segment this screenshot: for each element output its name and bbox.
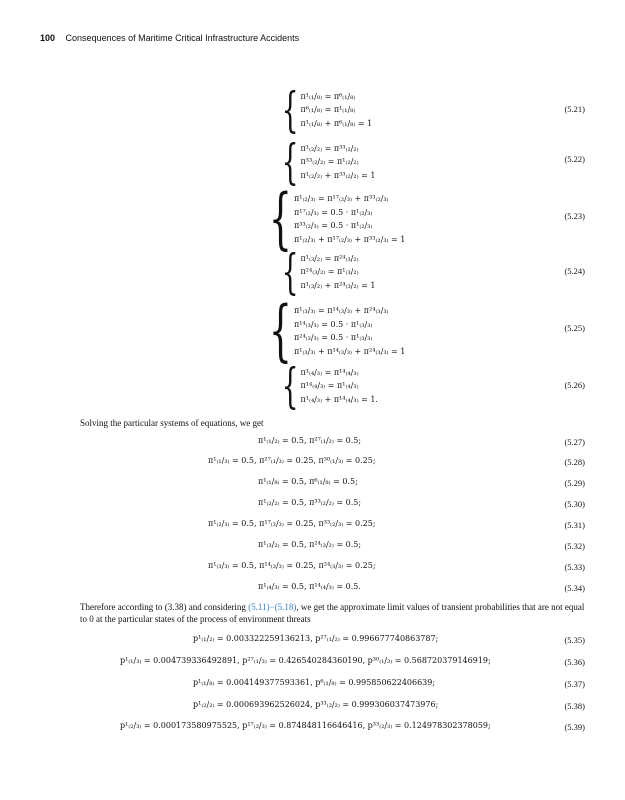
equation-number: (5.24) <box>564 266 585 276</box>
equation-number: (5.35) <box>564 635 585 645</box>
equation-line: π¹₍₁/₈₎ = π⁶₍₁/₈₎ <box>300 91 356 101</box>
equation-system <box>268 358 378 414</box>
equation-line: π¹₍₃/₂₎ = π²⁴₍₃/₂₎ <box>300 253 359 263</box>
equation-number: (5.26) <box>564 380 585 390</box>
probability-line: p¹₍₂/₃₎ = 0.000173580975525, p¹⁷₍₂/₃₎ = 0.874848116646416, p³³₍₂/₃₎ = 0.124978302378059; <box>120 721 491 730</box>
equation-line: π¹₍₄/₃₎ + π¹⁴₍₄/₃₎ = 1. <box>300 394 378 404</box>
equation-range-link[interactable]: (5.11)−(5.18) <box>248 602 297 612</box>
brace-icon: { <box>281 244 299 300</box>
equation-line: π²⁴₍₃/₃₎ = 0.5 · π¹₍₃/₃₎ <box>294 333 373 342</box>
solution-line: π¹₍₃/₂₎ = 0.5, π²⁴₍₃/₂₎ = 0.5; <box>258 540 362 549</box>
equation-line: π¹₍₄/₃₎ = π¹⁴₍₄/₃₎ <box>300 367 359 377</box>
paragraph-text: , we get the approximate limit values of transient probabilities that are not equal to 0 at the particular states of the process of environment threats <box>80 602 585 624</box>
equation-system <box>250 180 406 257</box>
solution-line: π¹₍₁/₃₎ = 0.5, π²⁷₍₁/₃₎ = 0.25, π³⁰₍₁/₃₎ = 0.25; <box>208 456 376 465</box>
brace-icon: { <box>268 180 292 257</box>
equation-line: π³³₍₂/₂₎ = π¹₍₂/₂₎ <box>300 157 359 167</box>
probability-line: p¹₍₁/₈₎ = 0.004149377593361, p⁶₍₁/₈₎ = 0.995850622406639; <box>193 678 436 687</box>
equation-line: π¹₍₁/₈₎ + π⁶₍₁/₈₎ = 1 <box>300 118 373 128</box>
equation-number: (5.33) <box>564 562 585 572</box>
probability-line: p¹₍₁/₃₎ = 0.004739336492891, p²⁷₍₁/₃₎ = 0.426540284360190, p³⁰₍₁/₃₎ = 0.568720379146919; <box>120 656 491 665</box>
equation-system <box>268 82 373 138</box>
equation-number: (5.32) <box>564 541 585 551</box>
therefore-paragraph <box>80 601 585 625</box>
page-number: 100 <box>40 33 56 43</box>
equation-line: π¹⁷₍₂/₃₎ = 0.5 · π¹₍₂/₃₎ <box>294 207 373 217</box>
equation-line: π¹₍₃/₃₎ = π¹⁴₍₃/₃₎ + π²⁴₍₃/₃₎ <box>294 306 389 315</box>
brace-icon: { <box>281 134 299 190</box>
equation-number: (5.21) <box>564 104 585 114</box>
probability-line: p¹₍₂/₂₎ = 0.000693962526024, p³³₍₂/₂₎ = 0.999306037473976; <box>193 700 439 709</box>
equation-line: π¹⁴₍₃/₃₎ = 0.5 · π¹₍₃/₃₎ <box>294 319 373 329</box>
equation-line: π¹₍₂/₃₎ = π¹⁷₍₂/₃₎ + π³³₍₂/₃₎ <box>294 194 389 203</box>
equation-number: (5.38) <box>564 701 585 711</box>
equation-system <box>250 292 406 369</box>
paragraph-text: Therefore according to (3.38) and considering <box>80 602 249 612</box>
equation-number: (5.28) <box>564 457 585 467</box>
running-title: Consequences of Maritime Critical Infrastructure Accidents <box>65 33 300 43</box>
equation-number: (5.25) <box>564 323 585 333</box>
equation-system <box>268 244 376 300</box>
equation-line: π¹₍₂/₃₎ + π¹⁷₍₂/₃₎ + π³³₍₂/₃₎ = 1 <box>294 234 406 244</box>
equation-system <box>268 134 376 190</box>
brace-icon: { <box>268 292 292 369</box>
equation-number: (5.27) <box>564 437 585 447</box>
equation-number: (5.22) <box>564 154 585 164</box>
equation-line: π²⁴₍₃/₂₎ = π¹₍₃/₂₎ <box>300 267 359 277</box>
equation-number: (5.31) <box>564 520 585 530</box>
brace-icon: { <box>281 82 299 138</box>
equation-number: (5.23) <box>564 211 585 221</box>
equation-number: (5.39) <box>564 722 585 732</box>
page-header <box>40 33 299 43</box>
equation-line: π¹⁴₍₄/₃₎ = π¹₍₄/₃₎ <box>300 381 359 391</box>
equation-number: (5.37) <box>564 679 585 689</box>
equation-number: (5.36) <box>564 657 585 667</box>
solution-line: π¹₍₃/₃₎ = 0.5, π¹⁴₍₃/₃₎ = 0.25, π²⁴₍₃/₃₎ = 0.25; <box>208 561 376 570</box>
equation-number: (5.30) <box>564 499 585 509</box>
solution-line: π¹₍₁/₈₎ = 0.5, π⁶₍₁/₈₎ = 0.5; <box>258 477 358 486</box>
solution-line: π¹₍₂/₂₎ = 0.5, π³³₍₂/₂₎ = 0.5; <box>258 498 362 507</box>
solution-line: π¹₍₂/₃₎ = 0.5, π¹⁷₍₂/₃₎ = 0.25, π³³₍₂/₃₎ = 0.25; <box>208 519 376 528</box>
brace-icon: { <box>281 358 299 414</box>
probability-line: p¹₍₁/₂₎ = 0.003322259136213, p²⁷₍₁/₂₎ = 0.996677740863787; <box>193 634 439 643</box>
solution-line: π¹₍₄/₃₎ = 0.5, π¹⁴₍₄/₃₎ = 0.5. <box>258 582 361 591</box>
solving-paragraph: Solving the particular systems of equations, we get <box>80 418 264 428</box>
equation-line: π¹₍₃/₂₎ + π²⁴₍₃/₂₎ = 1 <box>300 280 376 290</box>
equation-line: π¹₍₃/₃₎ + π¹⁴₍₃/₃₎ + π²⁴₍₃/₃₎ = 1 <box>294 346 406 356</box>
equation-number: (5.29) <box>564 478 585 488</box>
solution-line: π¹₍₁/₂₎ = 0.5, π²⁷₍₁/₂₎ = 0.5; <box>258 436 362 445</box>
equation-line: π⁶₍₁/₈₎ = π¹₍₁/₈₎ <box>300 105 356 115</box>
equation-line: π³³₍₂/₃₎ = 0.5 · π¹₍₂/₃₎ <box>294 221 373 230</box>
equation-number: (5.34) <box>564 583 585 593</box>
equation-line: π¹₍₂/₂₎ + π³³₍₂/₂₎ = 1 <box>300 170 376 180</box>
equation-line: π¹₍₂/₂₎ = π³³₍₂/₂₎ <box>300 143 359 153</box>
